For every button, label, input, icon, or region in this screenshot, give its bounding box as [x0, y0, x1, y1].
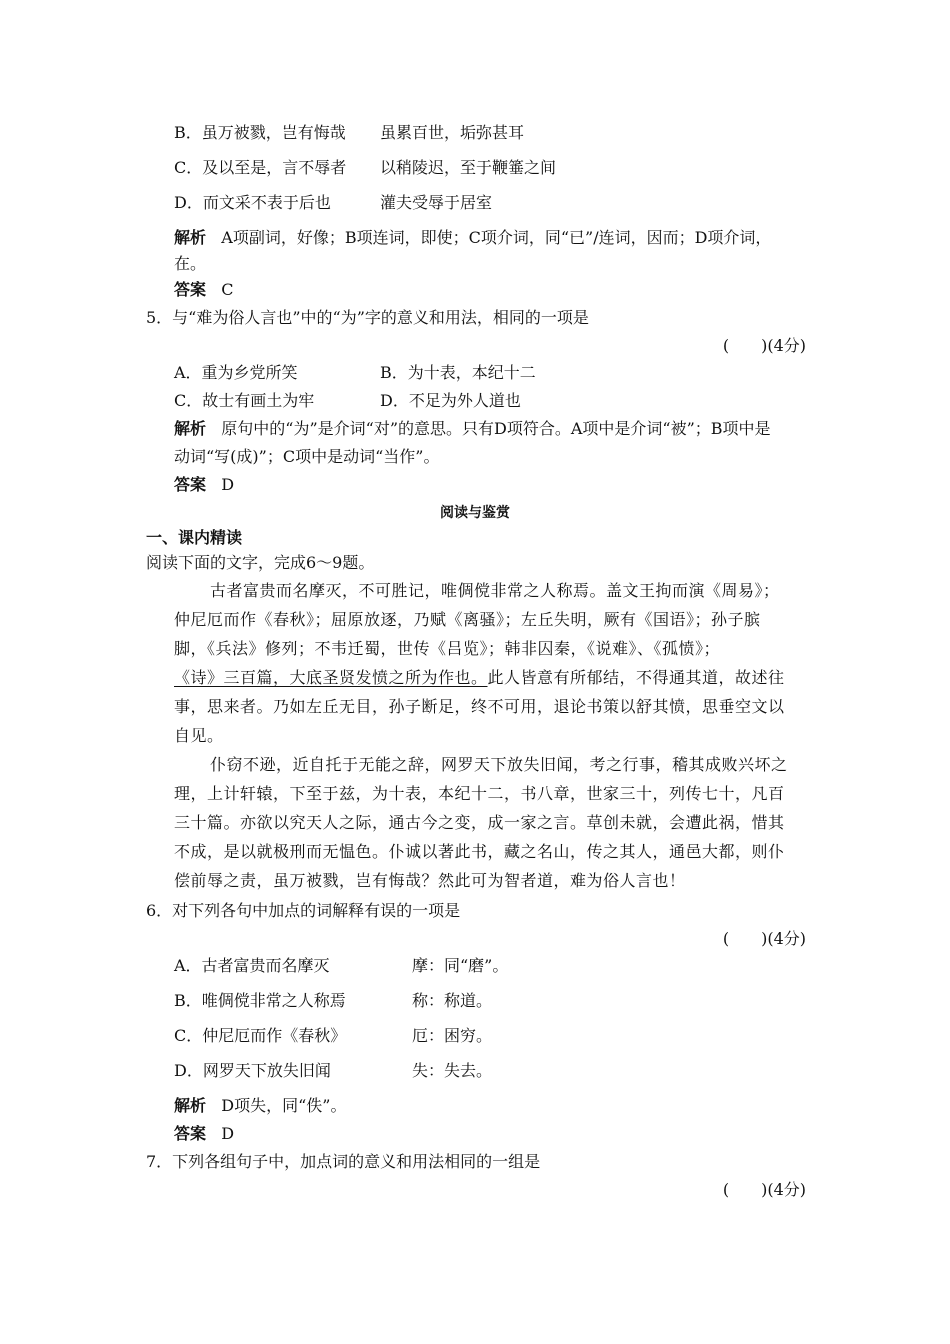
answer-label: 答案: [174, 280, 207, 299]
analysis-label: 解析: [174, 228, 207, 247]
q4-answer: [174, 279, 234, 301]
q6-option-d-explanation: 失：失去。: [412, 1061, 493, 1080]
reading-instruction: 阅读下面的文字，完成6～9题。: [146, 553, 375, 572]
q4-option-c-left: C．及以至是，言不辱者: [174, 158, 347, 177]
q6-option-c-explanation: 厄：困穷。: [412, 1026, 493, 1045]
passage-line: 仆窃不逊，近自托于无能之辞，网罗天下放失旧闻，考之行事，稽其成败兴坏之: [210, 755, 788, 774]
passage-line: 三十篇。亦欲以究天人之际，通古今之变，成一家之言。草创未就，会遭此祸，惜其: [174, 813, 785, 832]
q4-analysis: [174, 227, 771, 249]
section-part-heading: 一、课内精读: [146, 528, 243, 547]
q5-analysis-cont: 动词“写(成)”；C项中是动词“当作”。: [174, 447, 440, 466]
q6-analysis: [174, 1095, 346, 1117]
passage-line: 古者富贵而名摩灭，不可胜记，唯倜傥非常之人称焉。盖文王拘而演《周易》；: [210, 581, 780, 600]
analysis-label: 解析: [174, 1096, 207, 1115]
analysis-text: A项副词，好像；B项连词，即使；C项介词，同“已”/连词，因而；D项介词，: [221, 228, 772, 247]
passage-line: [174, 667, 785, 689]
answer-label: 答案: [174, 1124, 207, 1143]
q7-score: ( )(4分): [722, 1180, 806, 1199]
passage-line: 不成，是以就极刑而无愠色。仆诚以著此书，藏之名山，传之其人，通邑大都，则仆: [174, 842, 785, 861]
q6-answer: [174, 1123, 234, 1145]
section-title: 阅读与鉴赏: [440, 505, 510, 521]
passage-line: 事，思来者。乃如左丘无目，孙子断足，终不可用，退论书策以舒其愤，思垂空文以: [174, 697, 785, 716]
q6-stem: 6．对下列各句中加点的词解释有误的一项是: [146, 901, 461, 920]
q5-answer: [174, 474, 234, 496]
q5-score: ( )(4分): [722, 336, 806, 355]
q4-option-d-right: 灌夫受辱于居室: [380, 193, 493, 212]
analysis-label: 解析: [174, 419, 207, 438]
analysis-text: 原句中的“为”是介词“对”的意思。只有D项符合。A项中是介词“被”；B项中是: [221, 419, 771, 438]
q6-option-a: A．古者富贵而名摩灭: [174, 956, 330, 975]
passage-text: 此人皆意有所郁结，不得通其道，故述往: [487, 668, 785, 687]
passage-line: 理，上计轩辕，下至于兹，为十表，本纪十二，书八章，世家三十，列传七十，凡百: [174, 784, 785, 803]
q6-option-d: D．网罗天下放失旧闻: [174, 1061, 331, 1080]
answer-value: D: [221, 475, 235, 494]
q6-option-b: B．唯倜傥非常之人称焉: [174, 991, 346, 1010]
q6-option-b-explanation: 称：称道。: [412, 991, 493, 1010]
q5-option-b: B．为十表，本纪十二: [380, 363, 536, 382]
passage-line: 脚，《兵法》修列；不韦迁蜀，世传《吕览》；韩非囚秦，《说难》、《孤愤》；: [174, 639, 721, 658]
analysis-text: D项失，同“佚”。: [221, 1096, 347, 1115]
q4-option-d-left: D．而文采不表于后也: [174, 193, 331, 212]
q5-option-d: D．不足为外人道也: [380, 391, 521, 410]
passage-line: 自见。: [174, 726, 224, 745]
answer-value: D: [221, 1124, 235, 1143]
q4-analysis-cont: 在。: [174, 254, 207, 273]
q5-option-a: A．重为乡党所笑: [174, 363, 298, 382]
q5-analysis: [174, 418, 771, 440]
answer-label: 答案: [174, 475, 207, 494]
q6-score: ( )(4分): [722, 929, 806, 948]
q6-option-a-explanation: 摩：同“磨”。: [412, 956, 509, 975]
q4-option-b-left: B．虽万被戮，岂有悔哉: [174, 123, 346, 142]
q5-stem: 5．与“难为俗人言也”中的“为”字的意义和用法，相同的一项是: [146, 308, 589, 327]
q4-option-c-right: 以稍陵迟，至于鞭箠之间: [380, 158, 557, 177]
passage-line: 偿前辱之责，虽万被戮，岂有悔哉？然此可为智者道，难为俗人言也！: [174, 871, 686, 890]
answer-value: C: [221, 280, 234, 299]
q5-option-c: C．故士有画土为牢: [174, 391, 315, 410]
q7-stem: 7．下列各组句子中，加点词的意义和用法相同的一组是: [146, 1152, 541, 1171]
q6-option-c: C．仲尼厄而作《春秋》: [174, 1026, 347, 1045]
passage-line: 仲尼厄而作《春秋》；屈原放逐，乃赋《离骚》；左丘失明，厥有《国语》；孙子膑: [174, 610, 761, 629]
q4-option-b-right: 虽累百世，垢弥甚耳: [380, 123, 525, 142]
underlined-sentence: 《诗》三百篇，大底圣贤发愤之所为作也。: [174, 668, 488, 687]
